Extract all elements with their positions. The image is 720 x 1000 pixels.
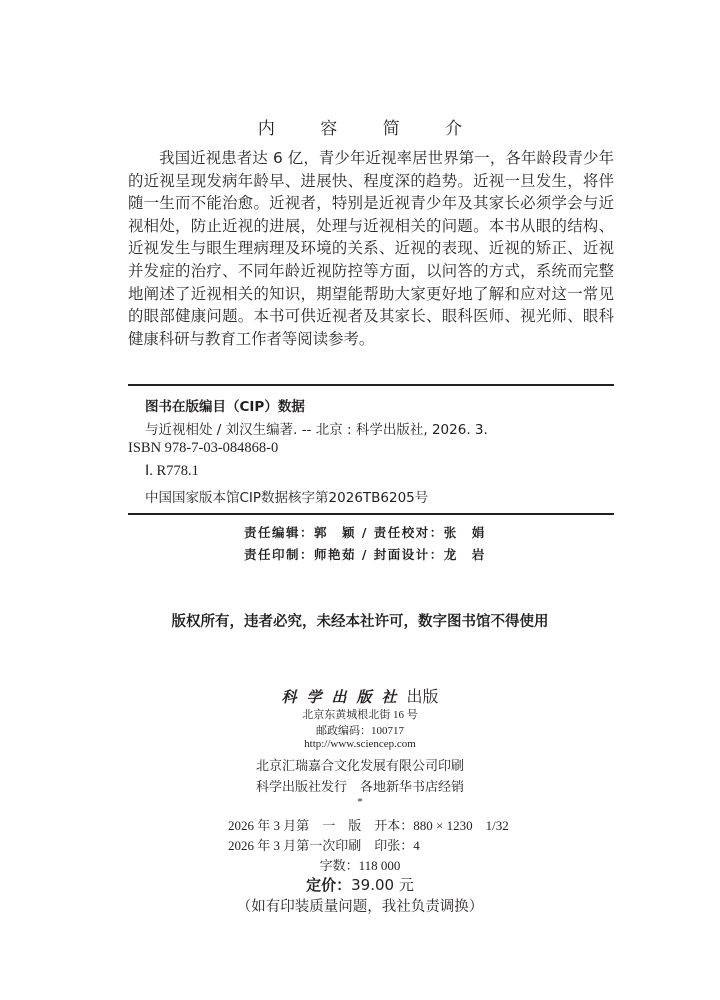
publisher-line: [0, 684, 720, 707]
summary-text: 我国近视患者达 6 亿，青少年近视率居世界第一，各年龄段青少年的近视呈现发病年龄早、进展快、程度深的趋势。近视一旦发生，将伴随一生而不能治愈。近视者，特别是近视青少年及其家长必须学会与近视相处，防止近视的进展，处理与近视相关的问题。本书从眼的结构、近视发生与眼生理病理及环境的关系、近视的表现、近视的矫正、近视并发症的治疗、不同年龄近视防控等方面，以问答的方式，系统而完整地阐述了近视相关的知识，期望能帮助大家更好地了解和应对这一常见的眼部健康问题。本书可供近视者及其家长、眼科医师、视光师、眼科健康科研与教育工作者等阅读参考。: [128, 149, 614, 348]
cip-heading: 图书在版编目（CIP）数据: [145, 399, 305, 415]
printer-line: 北京汇瑞嘉合文化发展有限公司印刷: [255, 759, 464, 774]
cip-classification: Ⅰ. R778.1: [145, 463, 199, 479]
publisher-name: 科学出版社: [281, 688, 407, 706]
price-value: 39.00 元: [351, 876, 414, 894]
staff-editors: 责任编辑：郭 颖 / 责任校对：张 娟: [244, 525, 486, 540]
edition-line: 2026 年 3 月第 一 版 开本：880 × 1230 1/32: [228, 818, 509, 833]
word-count: 字数：118 000: [319, 858, 401, 873]
publisher-website: http://www.sciencep.com: [304, 738, 416, 750]
quality-note: （如有印装质量问题，我社负责调换）: [236, 899, 484, 915]
cip-approval-number: 中国国家版本馆CIP数据核字第2026TB6205号: [145, 490, 429, 506]
distribution-line: 科学出版社发行 各地新华书店经销: [255, 780, 464, 795]
copyright-notice: 版权所有，违者必究，未经本社许可，数字图书馆不得使用: [171, 614, 549, 630]
cip-isbn: ISBN 978-7-03-084868-0: [128, 440, 279, 456]
printing-line: 2026 年 3 月第一次印刷 印张：4: [228, 838, 420, 853]
publisher-suffix: 出版: [406, 689, 439, 706]
price-line: [0, 874, 720, 895]
price-label: 定价：: [306, 876, 352, 894]
cip-bottom-rule: [128, 513, 614, 515]
staff-production: 责任印制：师艳茹 / 封面设计：龙 岩: [244, 547, 486, 562]
publisher-address: 北京东黄城根北街 16 号: [302, 709, 418, 721]
summary-paragraph: [128, 147, 614, 350]
summary-title: 内 容 简 介: [257, 119, 483, 139]
cip-entry: 与近视相处 / 刘汉生编著. -- 北京 : 科学出版社, 2026. 3.: [145, 422, 488, 438]
cip-top-rule: [128, 384, 614, 386]
publisher-postcode: 邮政编码：100717: [316, 725, 404, 737]
separator-asterisk: *: [357, 796, 363, 808]
